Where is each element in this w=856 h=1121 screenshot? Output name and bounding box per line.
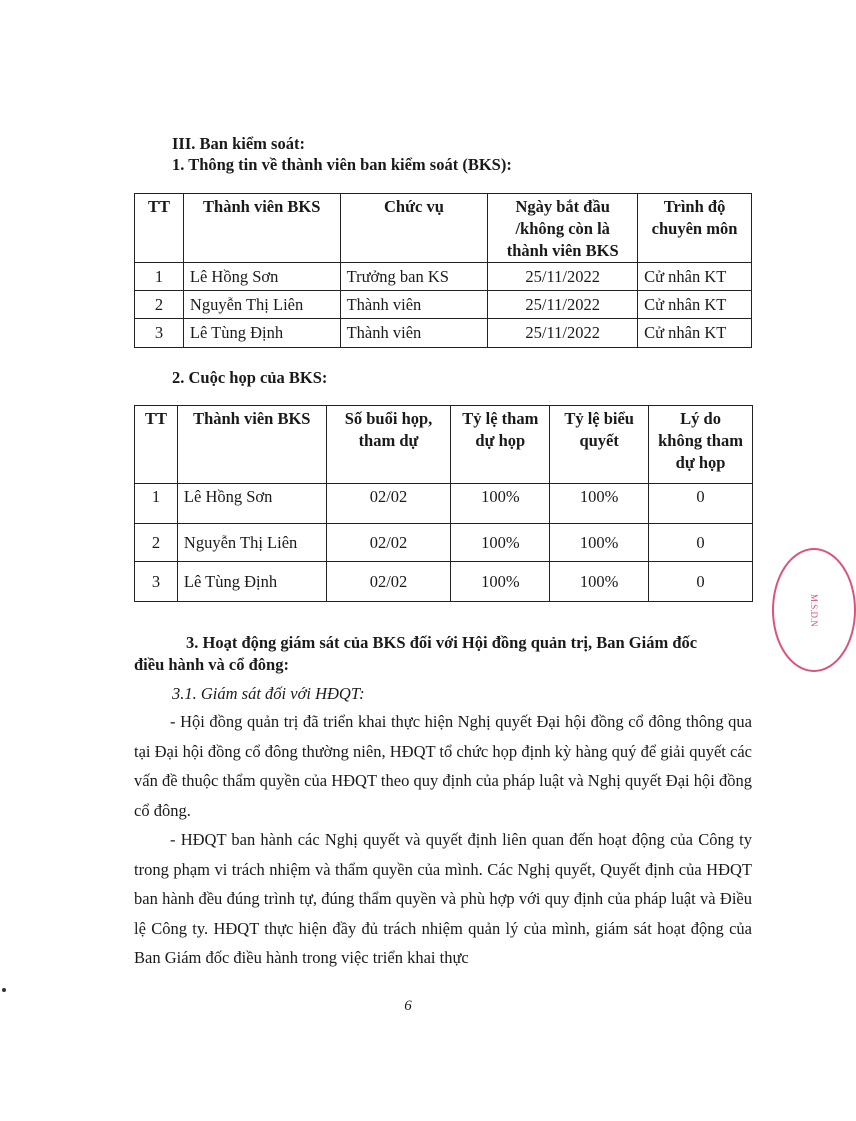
- table-row: [135, 263, 752, 291]
- cell-tt: 1: [135, 484, 178, 524]
- cell-meetings: 02/02: [326, 524, 451, 562]
- table-row: [135, 524, 753, 562]
- cell-meetings: 02/02: [326, 484, 451, 524]
- subsection-3-1-title: 3.1. Giám sát đối với HĐQT:: [172, 684, 365, 703]
- section-title: III. Ban kiểm soát:: [172, 134, 305, 153]
- table-header-row: [135, 406, 753, 484]
- cell-attendance-rate: 100%: [451, 562, 550, 602]
- header-qualification: Trình độ chuyên môn: [638, 194, 752, 263]
- cell-tt: 3: [135, 562, 178, 602]
- header-start-date: Ngày bắt đầu /không còn là thành viên BKS: [488, 194, 638, 263]
- cell-tt: 2: [135, 524, 178, 562]
- table-row: [135, 562, 753, 602]
- table-row: [135, 319, 752, 348]
- subsection-3-title-line1: 3. Hoạt động giám sát của BKS đối với Hội đồng quản trị, Ban Giám đốc: [186, 633, 698, 652]
- cell-date: 25/11/2022: [488, 291, 638, 319]
- bks-meetings-table: [134, 405, 753, 602]
- table-row: [135, 484, 753, 524]
- cell-position: Thành viên: [340, 319, 488, 348]
- cell-position: Thành viên: [340, 291, 488, 319]
- cell-position: Trưởng ban KS: [340, 263, 488, 291]
- scan-speck: [2, 988, 6, 992]
- cell-qualification: Cử nhân KT: [638, 319, 752, 348]
- cell-member: Lê Hồng Sơn: [183, 263, 340, 291]
- page-number: 6: [404, 998, 412, 1014]
- cell-date: 25/11/2022: [488, 319, 638, 348]
- stamp-text: M.S.D.N: [809, 593, 819, 627]
- bks-members-table: [134, 193, 752, 348]
- header-member: Thành viên BKS: [177, 406, 326, 484]
- cell-date: 25/11/2022: [488, 263, 638, 291]
- cell-voting-rate: 100%: [550, 524, 649, 562]
- cell-member: Lê Hồng Sơn: [177, 484, 326, 524]
- table-row: [135, 291, 752, 319]
- cell-tt: 2: [135, 291, 184, 319]
- cell-tt: 1: [135, 263, 184, 291]
- company-seal-stamp: [772, 548, 856, 672]
- cell-member: Nguyễn Thị Liên: [177, 524, 326, 562]
- subsection-3-title-line2: điều hành và cổ đông:: [134, 655, 289, 674]
- header-voting-rate: Tỷ lệ biểu quyết: [550, 406, 649, 484]
- cell-member: Lê Tùng Định: [177, 562, 326, 602]
- paragraph-2: - HĐQT ban hành các Nghị quyết và quyết định liên quan đến hoạt động của Công ty trong phạm vi trách nhiệm và thẩm quyền của mình. Các Nghị quyết, Quyết định của HĐQT ban hành đều đúng trình tự, đúng thẩm quyền và phù hợp với quy định của pháp luật và Điều lệ Công ty. HĐQT thực hiện đầy đủ trách nhiệm quản lý của mình, giám sát hoạt động của Ban Giám đốc điều hành trong việc triển khai thực: [134, 830, 752, 968]
- header-member: Thành viên BKS: [183, 194, 340, 263]
- cell-attendance-rate: 100%: [451, 484, 550, 524]
- cell-member: Nguyễn Thị Liên: [183, 291, 340, 319]
- cell-qualification: Cử nhân KT: [638, 291, 752, 319]
- cell-tt: 3: [135, 319, 184, 348]
- header-meetings: Số buổi họp, tham dự: [326, 406, 451, 484]
- table-header-row: [135, 194, 752, 263]
- paragraph-1: - Hội đồng quản trị đã triển khai thực hiện Nghị quyết Đại hội đồng cổ đông thông qua tại Đại hội đồng cổ đông thường niên, HĐQT tổ chức họp định kỳ hàng quý để giải quyết các vấn đề thuộc thẩm quyền của HĐQT theo quy định của pháp luật và Nghị quyết Đại hội đồng cổ đông.: [134, 712, 752, 820]
- subsection-1-title: 1. Thông tin về thành viên ban kiểm soát (BKS):: [172, 155, 512, 174]
- header-tt: TT: [135, 194, 184, 263]
- cell-qualification: Cử nhân KT: [638, 263, 752, 291]
- cell-meetings: 02/02: [326, 562, 451, 602]
- cell-absence-reason: 0: [649, 562, 753, 602]
- header-absence-reason: Lý do không tham dự họp: [649, 406, 753, 484]
- header-position: Chức vụ: [340, 194, 488, 263]
- header-tt: TT: [135, 406, 178, 484]
- subsection-2-title: 2. Cuộc họp của BKS:: [172, 368, 328, 387]
- cell-voting-rate: 100%: [550, 562, 649, 602]
- cell-absence-reason: 0: [649, 524, 753, 562]
- header-attendance-rate: Tỷ lệ tham dự họp: [451, 406, 550, 484]
- subsection-3-title: [134, 632, 752, 676]
- cell-attendance-rate: 100%: [451, 524, 550, 562]
- cell-member: Lê Tùng Định: [183, 319, 340, 348]
- cell-voting-rate: 100%: [550, 484, 649, 524]
- cell-absence-reason: 0: [649, 484, 753, 524]
